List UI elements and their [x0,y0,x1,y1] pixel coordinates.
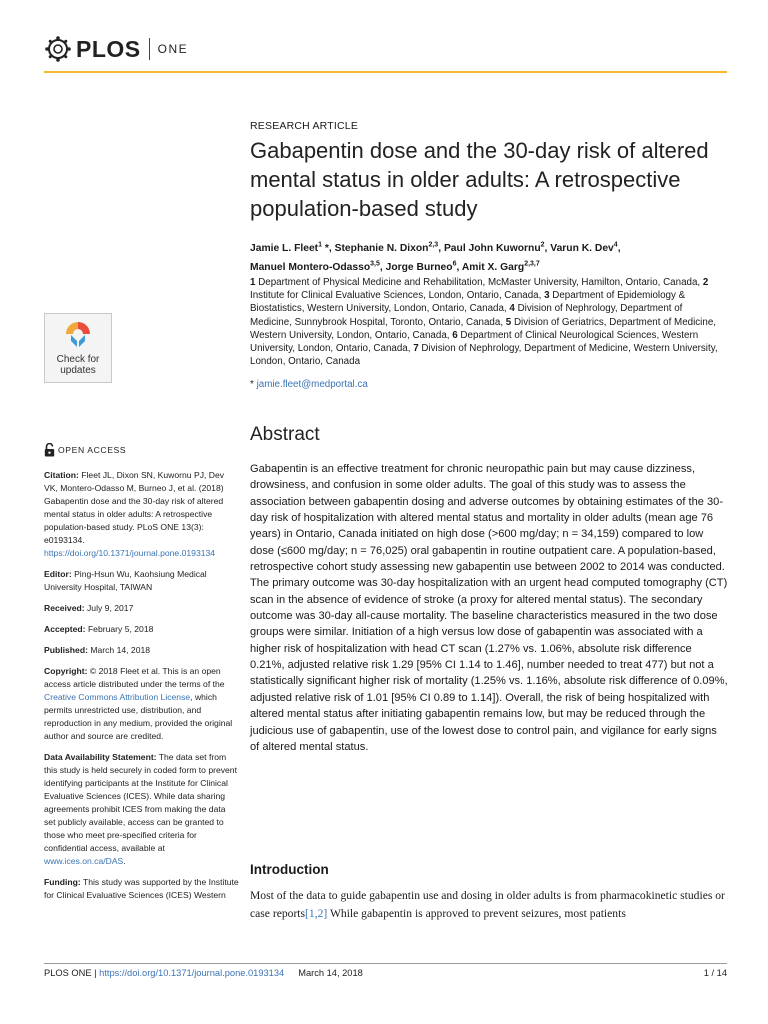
data-availability-end: . [123,856,126,866]
author [335,243,444,254]
data-availability-label: Data Availability Statement: [44,752,157,762]
footer-rule [44,963,727,964]
funding-text: This study was supported by the Institute for Clinical Evaluative Sciences (ICES) Western [44,877,239,900]
author-name: Paul John Kuwornu [443,243,541,255]
open-access-label: OPEN ACCESS [58,444,127,455]
data-availability-block [44,751,239,868]
author [386,262,462,273]
author-mark: * [322,243,329,255]
author [250,243,335,254]
author-name: Stephanie N. Dixon [334,243,429,255]
funding-block [44,876,239,902]
citation-text: Fleet JL, Dixon SN, Kuwornu PJ, Dev VK, Montero-Odasso M, Burneo J, et al. (2018) Gabapentin dose and the 30-day risk of altered mental status in older adults: A retrospective population-based study. PLoS ONE 13(3): e0193134. [44,470,225,545]
author-affiliation-sup: 6 [452,260,457,268]
citation-doi-link[interactable]: https://doi.org/10.1371/journal.pone.0193134 [44,548,216,558]
affiliation [250,277,703,288]
corresponding-email-link[interactable]: jamie.fleet@medportal.ca [256,379,368,390]
introduction-text [250,887,728,922]
abstract-heading: Abstract [250,424,320,445]
affiliation-text: Department of Epidemiology & Biostatistics, Western University, London, Ontario, Canada, [250,290,686,315]
plos-logo-icon [44,35,72,63]
cc-license-link[interactable]: Creative Commons Attribution License [44,692,191,702]
author [550,243,620,254]
accepted-label: Accepted: [44,624,86,634]
affiliation-text: Division of Nephrology, Department of Medicine, Sunnybrook Hospital, Toronto, Ontario, Canada, [250,303,683,328]
data-availability-text: The data set from this study is held securely in coded form to prevent identifying participants at the Institute for Clinical Evaluative Sciences (ICES). While data sharing agreements prohibit ICES from making the data set publicly available, access can be granted to those who meet pre-specified criteria for confidential access, available at [44,752,237,853]
editor-text: Ping-Hsun Wu, Kaohsiung Medical University Hospital, TAIWAN [44,569,207,592]
author [462,262,540,273]
intro-text-end: While gabapentin is approved to prevent seizures, most patients [327,906,626,920]
check-for-updates-line2: updates [60,365,96,376]
affiliation-number: 7 [413,343,419,355]
author-separator: , [379,261,386,273]
affiliation-number: 2 [702,277,709,288]
check-for-updates-button[interactable] [44,313,112,383]
corresponding-author [250,379,368,390]
author-name: Jamie L. Fleet [250,243,319,255]
copyright-text: © 2018 Fleet et al. This is an open access article distributed under the terms of the [44,666,225,689]
affiliation-number: 1 [250,277,256,288]
author-separator: , [617,243,621,255]
affiliation-text: Division of Geriatrics, Department of Medicine, Western University, London, Ontario, Canada, [250,316,716,341]
copyright-label: Copyright: [44,666,88,676]
copyright-block [44,665,239,743]
article-title: Gabapentin dose and the 30-day risk of altered mental status in older adults: A retrospective population-based study [250,138,709,221]
author-affiliation-sup: 2,3 [428,242,439,249]
author-affiliation-sup: 2 [540,242,545,249]
author [444,243,550,254]
logo-divider [149,38,150,60]
author-name: Jorge Burneo [385,261,453,273]
author-affiliation-sup: 4 [613,242,618,249]
introduction-heading: Introduction [250,862,329,877]
accepted-date: February 5, 2018 [87,624,154,634]
footer-date: March 14, 2018 [298,968,363,978]
footer-journal: PLOS ONE [44,968,92,978]
page-footer [44,968,727,978]
published-label: Published: [44,645,88,655]
check-for-updates-icon [63,319,93,349]
affiliations [250,276,726,368]
published-date: March 14, 2018 [90,645,151,655]
affiliation-number: 4 [509,303,515,315]
intro-text-start: Most of the data to guide gabapentin use and dosing in older adults is from pharmacokinetic studies or case reports [250,889,725,920]
copyright-text-end: , which permits unrestricted use, distribution, and reproduction in any medium, provided the original author and source are credited. [44,692,233,741]
citation-block [44,469,239,560]
abstract-text: Gabapentin is an effective treatment for chronic neuropathic pain but may cause dizziness, drowsiness, and confusion in some older adults. The goal of this study was to assess the association between gabapentin dosing and adverse outcomes by obtaining estimates of the 30-day risk of hospitalization with altered mental status and mortality in older adults (mean age 76 years) in Ontario, Canada initiated on high dose (>600 mg/day; n = 34,159) compared to low dose (≤600 mg/day; n = 76,025) oral gabapentin in routine outpatient care. A population-based, retrospective cohort study assessing new gabapentin use between 2002 to 2014 was conducted. The primary outcome was 30-day hospitalization with an urgent head computed tomography (CT) scan in the absence of evidence of stroke (a proxy for altered mental status). The secondary outcome was 30-day all-cause mortality. The baseline characteristics measured in the two dose groups were similar. Initiation of a high versus low dose of gabapentin was associated with a higher risk of hospitalization with head CT scan (1.27% vs. 1.06%, absolute risk difference 0.21%, adjusted relative risk 1.29 [95% CI 1.14 to 1.46], number needed to treat 477) but not a statistically significant higher risk of mortality (1.25% vs. 1.16%, absolute risk difference of 0.09%, adjusted relative risk of 1.01 [95% CI 0.89 to 1.14]). Overall, the risk of being hospitalized with altered mental status after initiating gabapentin remains low, but may be reduced through the judicious use of gabapentin, use of the lowest dose to control pain, and vigilance for early signs of altered mental status. [250,463,728,753]
reference-link[interactable]: [1,2] [305,906,328,920]
header-rule [44,71,727,73]
author-separator: , [456,261,462,273]
open-access-badge [44,443,239,457]
received-label: Received: [44,603,85,613]
citation-label: Citation: [44,470,79,480]
affiliation-number: 6 [452,329,458,341]
received-block [44,602,239,615]
editor-block [44,568,239,594]
plos-logo[interactable] [44,34,188,64]
journal-name: ONE [157,42,189,56]
author-separator: , [438,243,444,255]
received-date: July 9, 2017 [87,603,134,613]
author-name: Amit X. Garg [461,261,525,273]
author-affiliation-sup: 3,5 [370,260,380,268]
author-list [250,238,730,275]
article-type: RESEARCH ARTICLE [250,120,359,132]
editor-label: Editor: [44,569,72,579]
affiliation-text: Division of Nephrology, Department of Medicine, Western University, London, Ontario, Canada [250,343,718,368]
author-affiliation-sup: 1 [318,242,323,249]
brand-name: PLOS [76,35,141,62]
open-lock-icon [44,443,55,457]
article-metadata-sidebar [44,443,239,910]
author-affiliation-sup: 2,3,7 [524,260,540,268]
corresponding-mark: * [250,379,254,390]
author [250,262,386,273]
affiliation-text: Department of Physical Medicine and Rehabilitation, McMaster University, Hamilton, Ontario, Canada, [258,277,701,288]
funding-label: Funding: [44,877,81,887]
affiliation-text: Institute for Clinical Evaluative Sciences, London, Ontario, Canada, [250,290,542,302]
accepted-block [44,623,239,636]
ices-das-link[interactable]: www.ices.on.ca/DAS [44,856,124,866]
author-separator: , [544,243,551,255]
affiliation-text: Department of Clinical Neurological Sciences, Western University, London, Ontario, Canada, [250,329,699,355]
footer-doi-link[interactable]: https://doi.org/10.1371/journal.pone.0193134 [99,968,285,978]
affiliation-number: 5 [505,316,512,328]
page-number: 1 / 14 [703,968,727,978]
check-for-updates-line1: Check for [56,354,100,365]
author-separator: , [328,243,335,255]
author-name: Varun K. Dev [550,243,614,255]
author-name: Manuel Montero-Odasso [250,261,371,273]
affiliation-number: 3 [544,290,550,302]
footer-pipe: | [91,968,100,978]
published-block [44,644,239,657]
